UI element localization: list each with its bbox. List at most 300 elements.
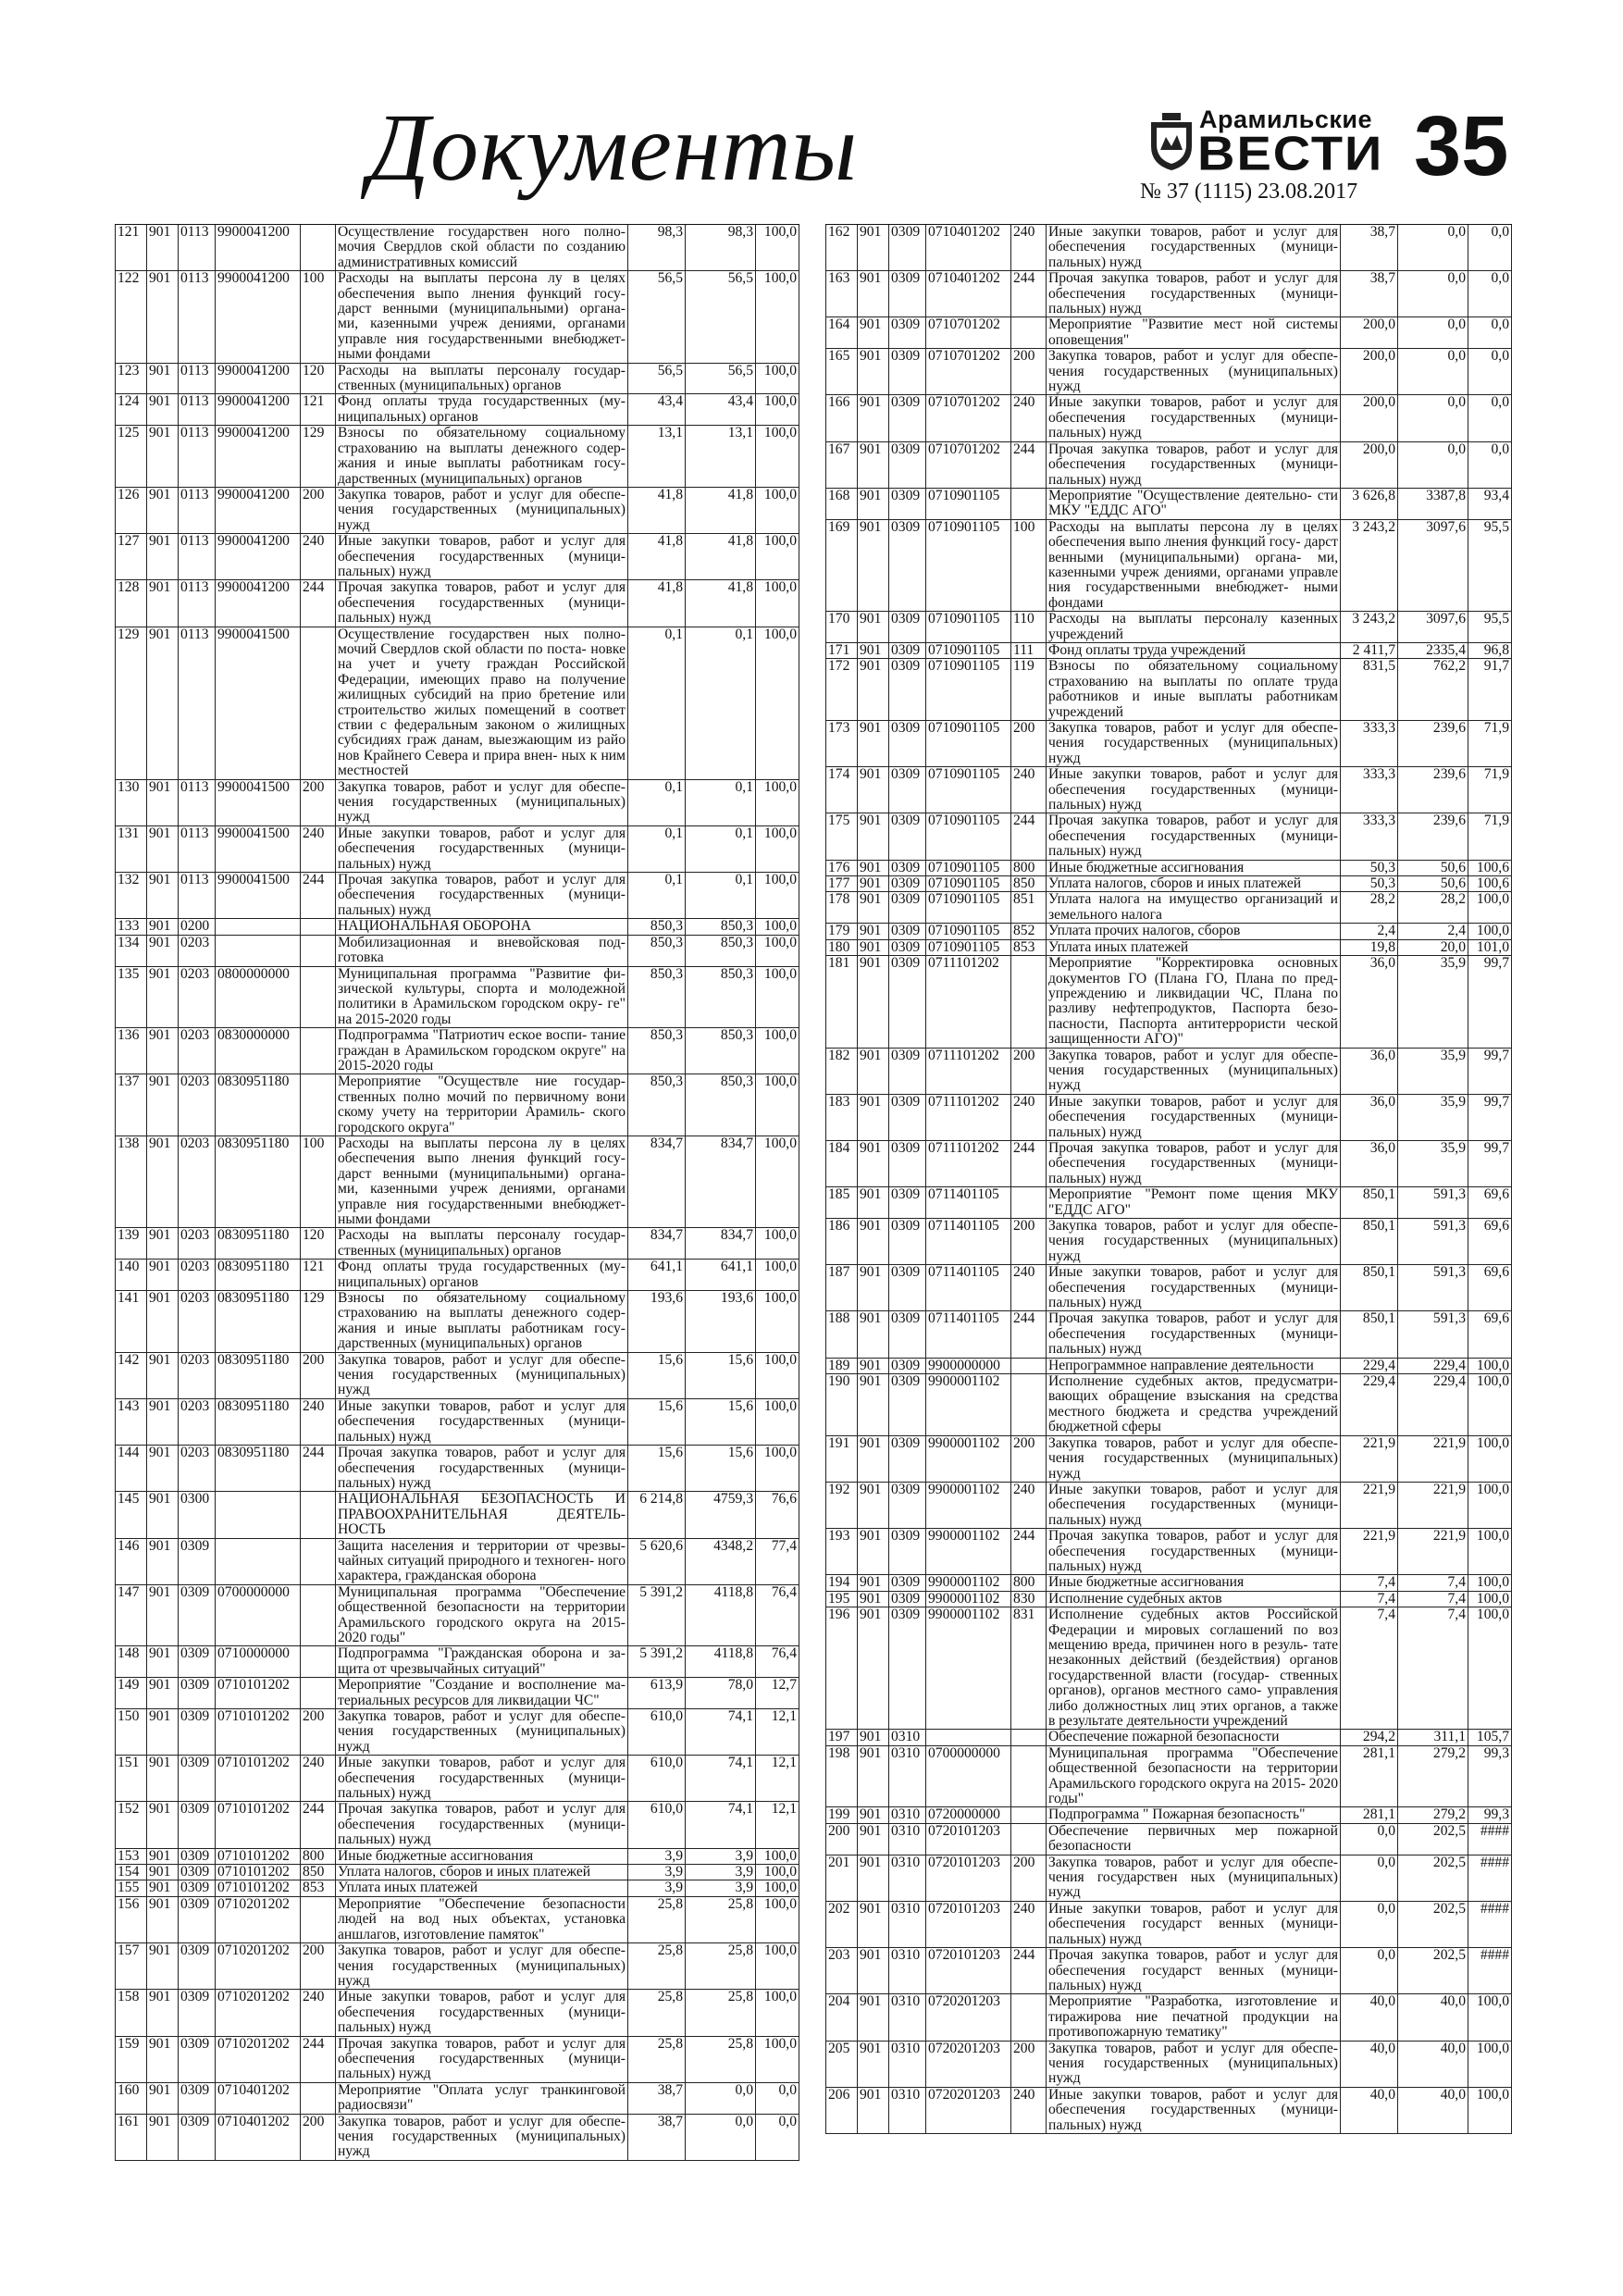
table-row	[825, 861, 1512, 876]
table-row	[825, 1311, 1512, 1358]
section-code: 0309	[178, 1880, 215, 1895]
expense-type-code: 800	[1010, 1575, 1046, 1590]
planned-amount: 40,0	[1340, 2042, 1397, 2087]
table-row	[115, 967, 799, 1029]
executed-amount: 4118,8	[685, 1585, 755, 1646]
row-number: 206	[825, 2088, 857, 2133]
expense-type-code: 129	[300, 426, 335, 487]
row-number: 200	[825, 1824, 857, 1855]
table-row	[115, 1353, 799, 1399]
item-name: Закупка товаров, работ и услуг для обеспе- чения государственных (муниципальных) нужд	[1046, 1436, 1340, 1482]
item-name: Обеспечение первичных мер пожарной безопасности	[1046, 1824, 1340, 1855]
section-code: 0309	[888, 395, 925, 441]
expense-type-code: 240	[1010, 1902, 1046, 1947]
target-code: 0720101203	[925, 1948, 1010, 1993]
item-name: Мероприятие "Ремонт поме щения МКУ "ЕДДС АГО"	[1046, 1187, 1340, 1218]
table-row	[115, 780, 799, 826]
section-code: 0309	[178, 1539, 215, 1584]
table-row	[825, 1948, 1512, 1994]
planned-amount: 200,0	[1340, 442, 1397, 488]
section-code: 0309	[888, 1049, 925, 1094]
row-number: 126	[115, 488, 146, 533]
dept-code: 901	[857, 1311, 888, 1357]
planned-amount: 5 620,6	[627, 1539, 685, 1584]
executed-amount: 3,9	[685, 1849, 755, 1864]
item-name: Иные бюджетные ассигнования	[1046, 1575, 1340, 1590]
dept-code: 901	[857, 2042, 888, 2087]
planned-amount: 333,3	[1340, 767, 1397, 813]
expense-type-code	[1010, 1824, 1046, 1855]
execution-percent: 93,4	[1468, 489, 1512, 519]
item-name: Закупка товаров, работ и услуг для обеспе- чения государственных (муниципальных) нужд	[335, 1943, 627, 1989]
planned-amount: 15,6	[627, 1399, 685, 1445]
section-code: 0113	[178, 780, 215, 825]
expense-type-code: 240	[300, 1756, 335, 1801]
expense-type-code	[1010, 317, 1046, 348]
row-number: 164	[825, 317, 857, 348]
planned-amount: 850,3	[627, 1028, 685, 1074]
item-name: Закупка товаров, работ и услуг для обеспе- чения государственных (муниципальных) нужд	[1046, 1219, 1340, 1264]
dept-code: 901	[857, 225, 888, 270]
executed-amount: 25,8	[685, 1943, 755, 1989]
planned-amount: 41,8	[627, 534, 685, 579]
execution-percent: 69,6	[1468, 1187, 1512, 1218]
row-number: 147	[115, 1585, 146, 1646]
row-number: 170	[825, 612, 857, 642]
executed-amount: 0,0	[1397, 349, 1468, 394]
execution-percent: 12,1	[755, 1802, 799, 1847]
target-code: 0710201202	[215, 1943, 300, 1989]
row-number: 122	[115, 271, 146, 362]
table-row	[825, 612, 1512, 643]
executed-amount: 762,2	[1397, 659, 1468, 720]
planned-amount: 13,1	[627, 426, 685, 487]
section-code: 0200	[178, 919, 215, 934]
expense-type-code: 850	[1010, 876, 1046, 891]
table-row	[825, 317, 1512, 349]
target-code: 0711101202	[925, 1141, 1010, 1186]
expense-type-code: 200	[300, 1943, 335, 1989]
row-number: 174	[825, 767, 857, 813]
dept-code: 901	[146, 1228, 178, 1259]
row-number: 177	[825, 876, 857, 891]
planned-amount: 5 391,2	[627, 1585, 685, 1646]
item-name: Прочая закупка товаров, работ и услуг для обеспечения государственных (муници- пальных) нужд	[1046, 271, 1340, 316]
executed-amount: 41,8	[685, 534, 755, 579]
row-number: 157	[115, 1943, 146, 1989]
expense-type-code: 111	[1010, 643, 1046, 658]
execution-percent: 100,0	[755, 1353, 799, 1398]
row-number: 128	[115, 580, 146, 626]
execution-percent: 99,3	[1468, 1807, 1512, 1822]
planned-amount: 281,1	[1340, 1807, 1397, 1822]
row-number: 160	[115, 2083, 146, 2114]
table-row	[115, 364, 799, 395]
dept-code: 901	[146, 1446, 178, 1491]
row-number: 142	[115, 1353, 146, 1398]
target-code	[215, 1539, 300, 1584]
item-name: Прочая закупка товаров, работ и услуг для обеспечения государственных (муници- пальных) нужд	[335, 580, 627, 626]
dept-code: 901	[146, 873, 178, 918]
executed-amount: 3,9	[685, 1865, 755, 1880]
item-name: Иные закупки товаров, работ и услуг для обеспечения государственных (муници- пальных) нужд	[335, 826, 627, 872]
section-code: 0113	[178, 826, 215, 872]
planned-amount: 25,8	[627, 1990, 685, 2035]
execution-percent: 100,0	[755, 1228, 799, 1259]
dept-code: 901	[857, 924, 888, 938]
section-code: 0309	[888, 349, 925, 394]
table-row	[115, 1228, 799, 1260]
table-row	[825, 1436, 1512, 1483]
section-code: 0113	[178, 364, 215, 394]
execution-percent: 101,0	[1468, 940, 1512, 955]
item-name: Прочая закупка товаров, работ и услуг для обеспечения государственных (муници- пальных) нужд	[1046, 442, 1340, 488]
table-row	[825, 1483, 1512, 1529]
target-code: 0710101202	[215, 1756, 300, 1801]
target-code: 9900041200	[215, 580, 300, 626]
row-number: 190	[825, 1374, 857, 1435]
target-code: 9900001102	[925, 1529, 1010, 1574]
executed-amount: 43,4	[685, 394, 755, 425]
item-name: Иные закупки товаров, работ и услуг для обеспечения государственных (муници- пальных) нужд	[1046, 395, 1340, 441]
dept-code: 901	[146, 1865, 178, 1880]
expense-type-code: 120	[300, 1228, 335, 1259]
expense-type-code	[300, 1539, 335, 1584]
row-number: 187	[825, 1265, 857, 1310]
executed-amount: 74,1	[685, 1709, 755, 1755]
item-name: Иные закупки товаров, работ и услуг для обеспечения государственных (муници- пальных) нужд	[1046, 1265, 1340, 1310]
dept-code: 901	[857, 349, 888, 394]
table-row	[115, 1136, 799, 1228]
dept-code: 901	[146, 1353, 178, 1398]
section-code: 0113	[178, 488, 215, 533]
dept-code: 901	[146, 826, 178, 872]
expense-type-code	[300, 967, 335, 1028]
executed-amount: 850,3	[685, 919, 755, 934]
row-number: 186	[825, 1219, 857, 1264]
expense-type-code: 800	[300, 1849, 335, 1864]
expense-type-code: 200	[1010, 1436, 1046, 1482]
row-number: 171	[825, 643, 857, 658]
target-code: 0711101202	[925, 1049, 1010, 1094]
issue-number: № 37 (1115) 23.08.2017	[1140, 180, 1358, 204]
row-number: 189	[825, 1359, 857, 1373]
execution-percent: 100,0	[1468, 1607, 1512, 1729]
executed-amount: 591,3	[1397, 1187, 1468, 1218]
target-code: 0711101202	[925, 956, 1010, 1047]
expense-type-code: 240	[300, 826, 335, 872]
expense-type-code: 240	[300, 1990, 335, 2035]
table-row	[825, 924, 1512, 939]
target-code: 0710901105	[925, 861, 1010, 875]
executed-amount: 834,7	[685, 1228, 755, 1259]
executed-amount: 35,9	[1397, 1095, 1468, 1140]
planned-amount: 200,0	[1340, 317, 1397, 348]
section-code: 0309	[888, 1095, 925, 1140]
dept-code: 901	[146, 1849, 178, 1864]
dept-code: 901	[857, 1855, 888, 1901]
execution-percent: 100,0	[755, 1990, 799, 2035]
executed-amount: 40,0	[1397, 1994, 1468, 2040]
planned-amount: 36,0	[1340, 956, 1397, 1047]
section-code: 0309	[888, 767, 925, 813]
target-code: 0710101202	[215, 1802, 300, 1847]
execution-percent: ####	[1468, 1824, 1512, 1855]
planned-amount: 610,0	[627, 1756, 685, 1801]
target-code: 0710101202	[215, 1709, 300, 1755]
section-code: 0309	[888, 924, 925, 938]
table-row	[825, 940, 1512, 956]
execution-percent: 100,0	[1468, 1374, 1512, 1435]
table-row	[825, 1049, 1512, 1095]
row-number: 129	[115, 627, 146, 779]
expense-type-code	[1010, 1746, 1046, 1807]
execution-percent: 100,0	[1468, 1575, 1512, 1590]
planned-amount: 28,2	[1340, 892, 1397, 923]
dept-code: 901	[146, 967, 178, 1028]
table-row	[115, 1291, 799, 1353]
execution-percent: 77,4	[755, 1539, 799, 1584]
executed-amount: 239,6	[1397, 721, 1468, 766]
item-name: Закупка товаров, работ и услуг для обеспе- чения государственных (муниципальных) нужд	[1046, 721, 1340, 766]
item-name: Прочая закупка товаров, работ и услуг для обеспечения государственных (муници- пальных) нужд	[1046, 1311, 1340, 1357]
planned-amount: 0,0	[1340, 1855, 1397, 1901]
section-code: 0113	[178, 426, 215, 487]
row-number: 191	[825, 1436, 857, 1482]
item-name: Уплата иных платежей	[1046, 940, 1340, 955]
execution-percent: 100,0	[755, 1028, 799, 1074]
target-code: 9900001102	[925, 1575, 1010, 1590]
target-code: 9900001102	[925, 1592, 1010, 1607]
planned-amount: 25,8	[627, 2037, 685, 2082]
planned-amount: 200,0	[1340, 395, 1397, 441]
item-name: Иные закупки товаров, работ и услуг для обеспечения государственных (муници- пальных) нужд	[1046, 225, 1340, 270]
table-row	[115, 826, 799, 873]
executed-amount: 311,1	[1397, 1730, 1468, 1744]
item-name: Фонд оплаты труда государственных (му- ниципальных) органов	[335, 394, 627, 425]
planned-amount: 36,0	[1340, 1049, 1397, 1094]
planned-amount: 850,3	[627, 967, 685, 1028]
target-code: 0800000000	[215, 967, 300, 1028]
planned-amount: 0,0	[1340, 1948, 1397, 1993]
item-name: Исполнение судебных актов Российской Федерации и мировых соглашений по воз мещению вреда, причинен ного в резуль- тате незаконных действий (бездействия) органов государственной власти (государ- ственных органов), органов местного само- управления либо должностных лиц этих органов, а также в результате деятельности учреждений	[1046, 1607, 1340, 1729]
executed-amount: 0,1	[685, 826, 755, 872]
target-code: 9900041200	[215, 488, 300, 533]
logo-word-top: Арамильские	[1199, 105, 1372, 133]
expense-type-code: 240	[1010, 395, 1046, 441]
execution-percent: 0,0	[1468, 442, 1512, 488]
execution-percent: 100,0	[1468, 1359, 1512, 1373]
table-row	[115, 580, 799, 627]
dept-code: 901	[857, 721, 888, 766]
planned-amount: 41,8	[627, 580, 685, 626]
section-code: 0309	[888, 813, 925, 859]
row-number: 194	[825, 1575, 857, 1590]
target-code: 0700000000	[925, 1746, 1010, 1807]
executed-amount: 0,0	[1397, 317, 1468, 348]
executed-amount: 202,5	[1397, 1902, 1468, 1947]
target-code: 0710000000	[215, 1646, 300, 1677]
table-row	[115, 1646, 799, 1678]
section-code: 0309	[178, 2037, 215, 2082]
executed-amount: 0,0	[685, 2115, 755, 2160]
section-code: 0309	[888, 659, 925, 720]
section-code: 0309	[888, 1592, 925, 1607]
execution-percent: 99,3	[1468, 1746, 1512, 1807]
executed-amount: 3,9	[685, 1880, 755, 1895]
dept-code: 901	[146, 1678, 178, 1708]
executed-amount: 35,9	[1397, 1049, 1468, 1094]
dept-code: 901	[146, 1260, 178, 1290]
row-number: 176	[825, 861, 857, 875]
item-name: Подпрограмма "Гражданская оборона и за- щита от чрезвычайных ситуаций"	[335, 1646, 627, 1677]
target-code: 0710701202	[925, 395, 1010, 441]
dept-code: 901	[857, 1141, 888, 1186]
planned-amount: 294,2	[1340, 1730, 1397, 1744]
expense-type-code: 851	[1010, 892, 1046, 923]
expense-type-code	[1010, 489, 1046, 519]
table-row	[115, 534, 799, 580]
expense-type-code: 200	[1010, 1219, 1046, 1264]
section-code: 0310	[888, 1855, 925, 1901]
execution-percent: 100,0	[1468, 2088, 1512, 2133]
row-number: 178	[825, 892, 857, 923]
table-row	[825, 1824, 1512, 1855]
planned-amount: 850,3	[627, 1074, 685, 1136]
table-row	[825, 1902, 1512, 1948]
item-name: Фонд оплаты труда государственных (му- ниципальных) органов	[335, 1260, 627, 1290]
item-name: Прочая закупка товаров, работ и услуг для обеспечения государст венных (муници- пальных) нужд	[1046, 1948, 1340, 1993]
target-code: 9900041500	[215, 826, 300, 872]
expense-type-code: 244	[1010, 271, 1046, 316]
execution-percent: 96,8	[1468, 643, 1512, 658]
section-code: 0309	[178, 1709, 215, 1755]
row-number: 150	[115, 1709, 146, 1755]
dept-code: 901	[857, 876, 888, 891]
dept-code: 901	[857, 317, 888, 348]
section-code: 0203	[178, 1260, 215, 1290]
executed-amount: 7,4	[1397, 1575, 1468, 1590]
table-row	[825, 489, 1512, 520]
execution-percent: 0,0	[1468, 271, 1512, 316]
target-code: 0710901105	[925, 924, 1010, 938]
section-code: 0203	[178, 1136, 215, 1227]
section-code: 0309	[888, 271, 925, 316]
executed-amount: 641,1	[685, 1260, 755, 1290]
item-name: Мероприятие "Оплата услуг транкинговой радиосвязи"	[335, 2083, 627, 2114]
section-code: 0309	[888, 489, 925, 519]
item-name: Иные бюджетные ассигнования	[1046, 861, 1340, 875]
target-code: 0711401105	[925, 1187, 1010, 1218]
executed-amount: 50,6	[1397, 876, 1468, 891]
table-row	[115, 1709, 799, 1756]
section-code: 0203	[178, 1446, 215, 1491]
executed-amount: 193,6	[685, 1291, 755, 1352]
expense-type-code: 120	[300, 364, 335, 394]
section-code: 0203	[178, 1074, 215, 1136]
row-number: 136	[115, 1028, 146, 1074]
dept-code: 901	[146, 1880, 178, 1895]
table-row	[825, 349, 1512, 395]
row-number: 152	[115, 1802, 146, 1847]
expense-type-code: 200	[300, 1353, 335, 1398]
row-number: 204	[825, 1994, 857, 2040]
execution-percent: 100,0	[755, 873, 799, 918]
executed-amount: 229,4	[1397, 1359, 1468, 1373]
executed-amount: 834,7	[685, 1136, 755, 1227]
row-number: 124	[115, 394, 146, 425]
logo-word-bottom: ВЕСТИ	[1197, 126, 1384, 180]
execution-percent: 0,0	[755, 2115, 799, 2160]
table-row	[825, 1730, 1512, 1745]
expense-type-code: 240	[1010, 2088, 1046, 2133]
executed-amount: 0,1	[685, 627, 755, 779]
dept-code: 901	[857, 643, 888, 658]
item-name: Муниципальная программа "Развитие фи- зической культуры, спорта и молодежной политики в Арамильском городском окру- ге" на 2015-2020 годы	[335, 967, 627, 1028]
executed-amount: 7,4	[1397, 1607, 1468, 1729]
dept-code: 901	[857, 1807, 888, 1822]
table-row	[115, 1260, 799, 1291]
row-number: 161	[115, 2115, 146, 2160]
row-number: 138	[115, 1136, 146, 1227]
table-row	[115, 1585, 799, 1647]
expense-type-code: 200	[300, 1709, 335, 1755]
execution-percent: 99,7	[1468, 1095, 1512, 1140]
expense-type-code: 240	[1010, 225, 1046, 270]
target-code: 0720201203	[925, 1994, 1010, 2040]
dept-code: 901	[146, 1990, 178, 2035]
table-row	[115, 1802, 799, 1848]
execution-percent: 100,0	[755, 2037, 799, 2082]
table-row	[115, 1756, 799, 1802]
planned-amount: 850,1	[1340, 1219, 1397, 1264]
execution-percent: 100,0	[755, 1399, 799, 1445]
executed-amount: 850,3	[685, 1028, 755, 1074]
item-name: Иные бюджетные ассигнования	[335, 1849, 627, 1864]
target-code: 9900001102	[925, 1436, 1010, 1482]
expense-type-code: 240	[1010, 1095, 1046, 1140]
table-row	[825, 643, 1512, 659]
table-row	[825, 1529, 1512, 1575]
executed-amount: 850,3	[685, 1074, 755, 1136]
row-number: 167	[825, 442, 857, 488]
planned-amount: 0,1	[627, 826, 685, 872]
item-name: Взносы по обязательному социальному страхованию на выплаты денежного содер- жания и иные выплаты работникам госу- дарственных (муниципальных) органов	[335, 426, 627, 487]
dept-code: 901	[146, 1291, 178, 1352]
table-row	[825, 271, 1512, 317]
section-code: 0113	[178, 534, 215, 579]
execution-percent: 100,0	[1468, 2042, 1512, 2087]
expense-type-code: 110	[1010, 612, 1046, 642]
table-row	[115, 1446, 799, 1492]
row-number: 201	[825, 1855, 857, 1901]
target-code: 0710701202	[925, 317, 1010, 348]
row-number: 205	[825, 2042, 857, 2087]
section-code: 0309	[178, 1849, 215, 1864]
section-code: 0309	[888, 1359, 925, 1373]
executed-amount: 221,9	[1397, 1436, 1468, 1482]
expense-type-code: 244	[300, 873, 335, 918]
item-name: Закупка товаров, работ и услуг для обеспе- чения государственных (муниципальных) нужд	[335, 488, 627, 533]
expense-type-code	[300, 936, 335, 966]
item-name: Исполнение судебных актов	[1046, 1592, 1340, 1607]
section-code: 0309	[888, 721, 925, 766]
target-code: 9900041500	[215, 627, 300, 779]
target-code: 0710701202	[925, 349, 1010, 394]
planned-amount: 50,3	[1340, 861, 1397, 875]
execution-percent: 100,0	[755, 225, 799, 270]
execution-percent: 100,0	[1468, 1592, 1512, 1607]
